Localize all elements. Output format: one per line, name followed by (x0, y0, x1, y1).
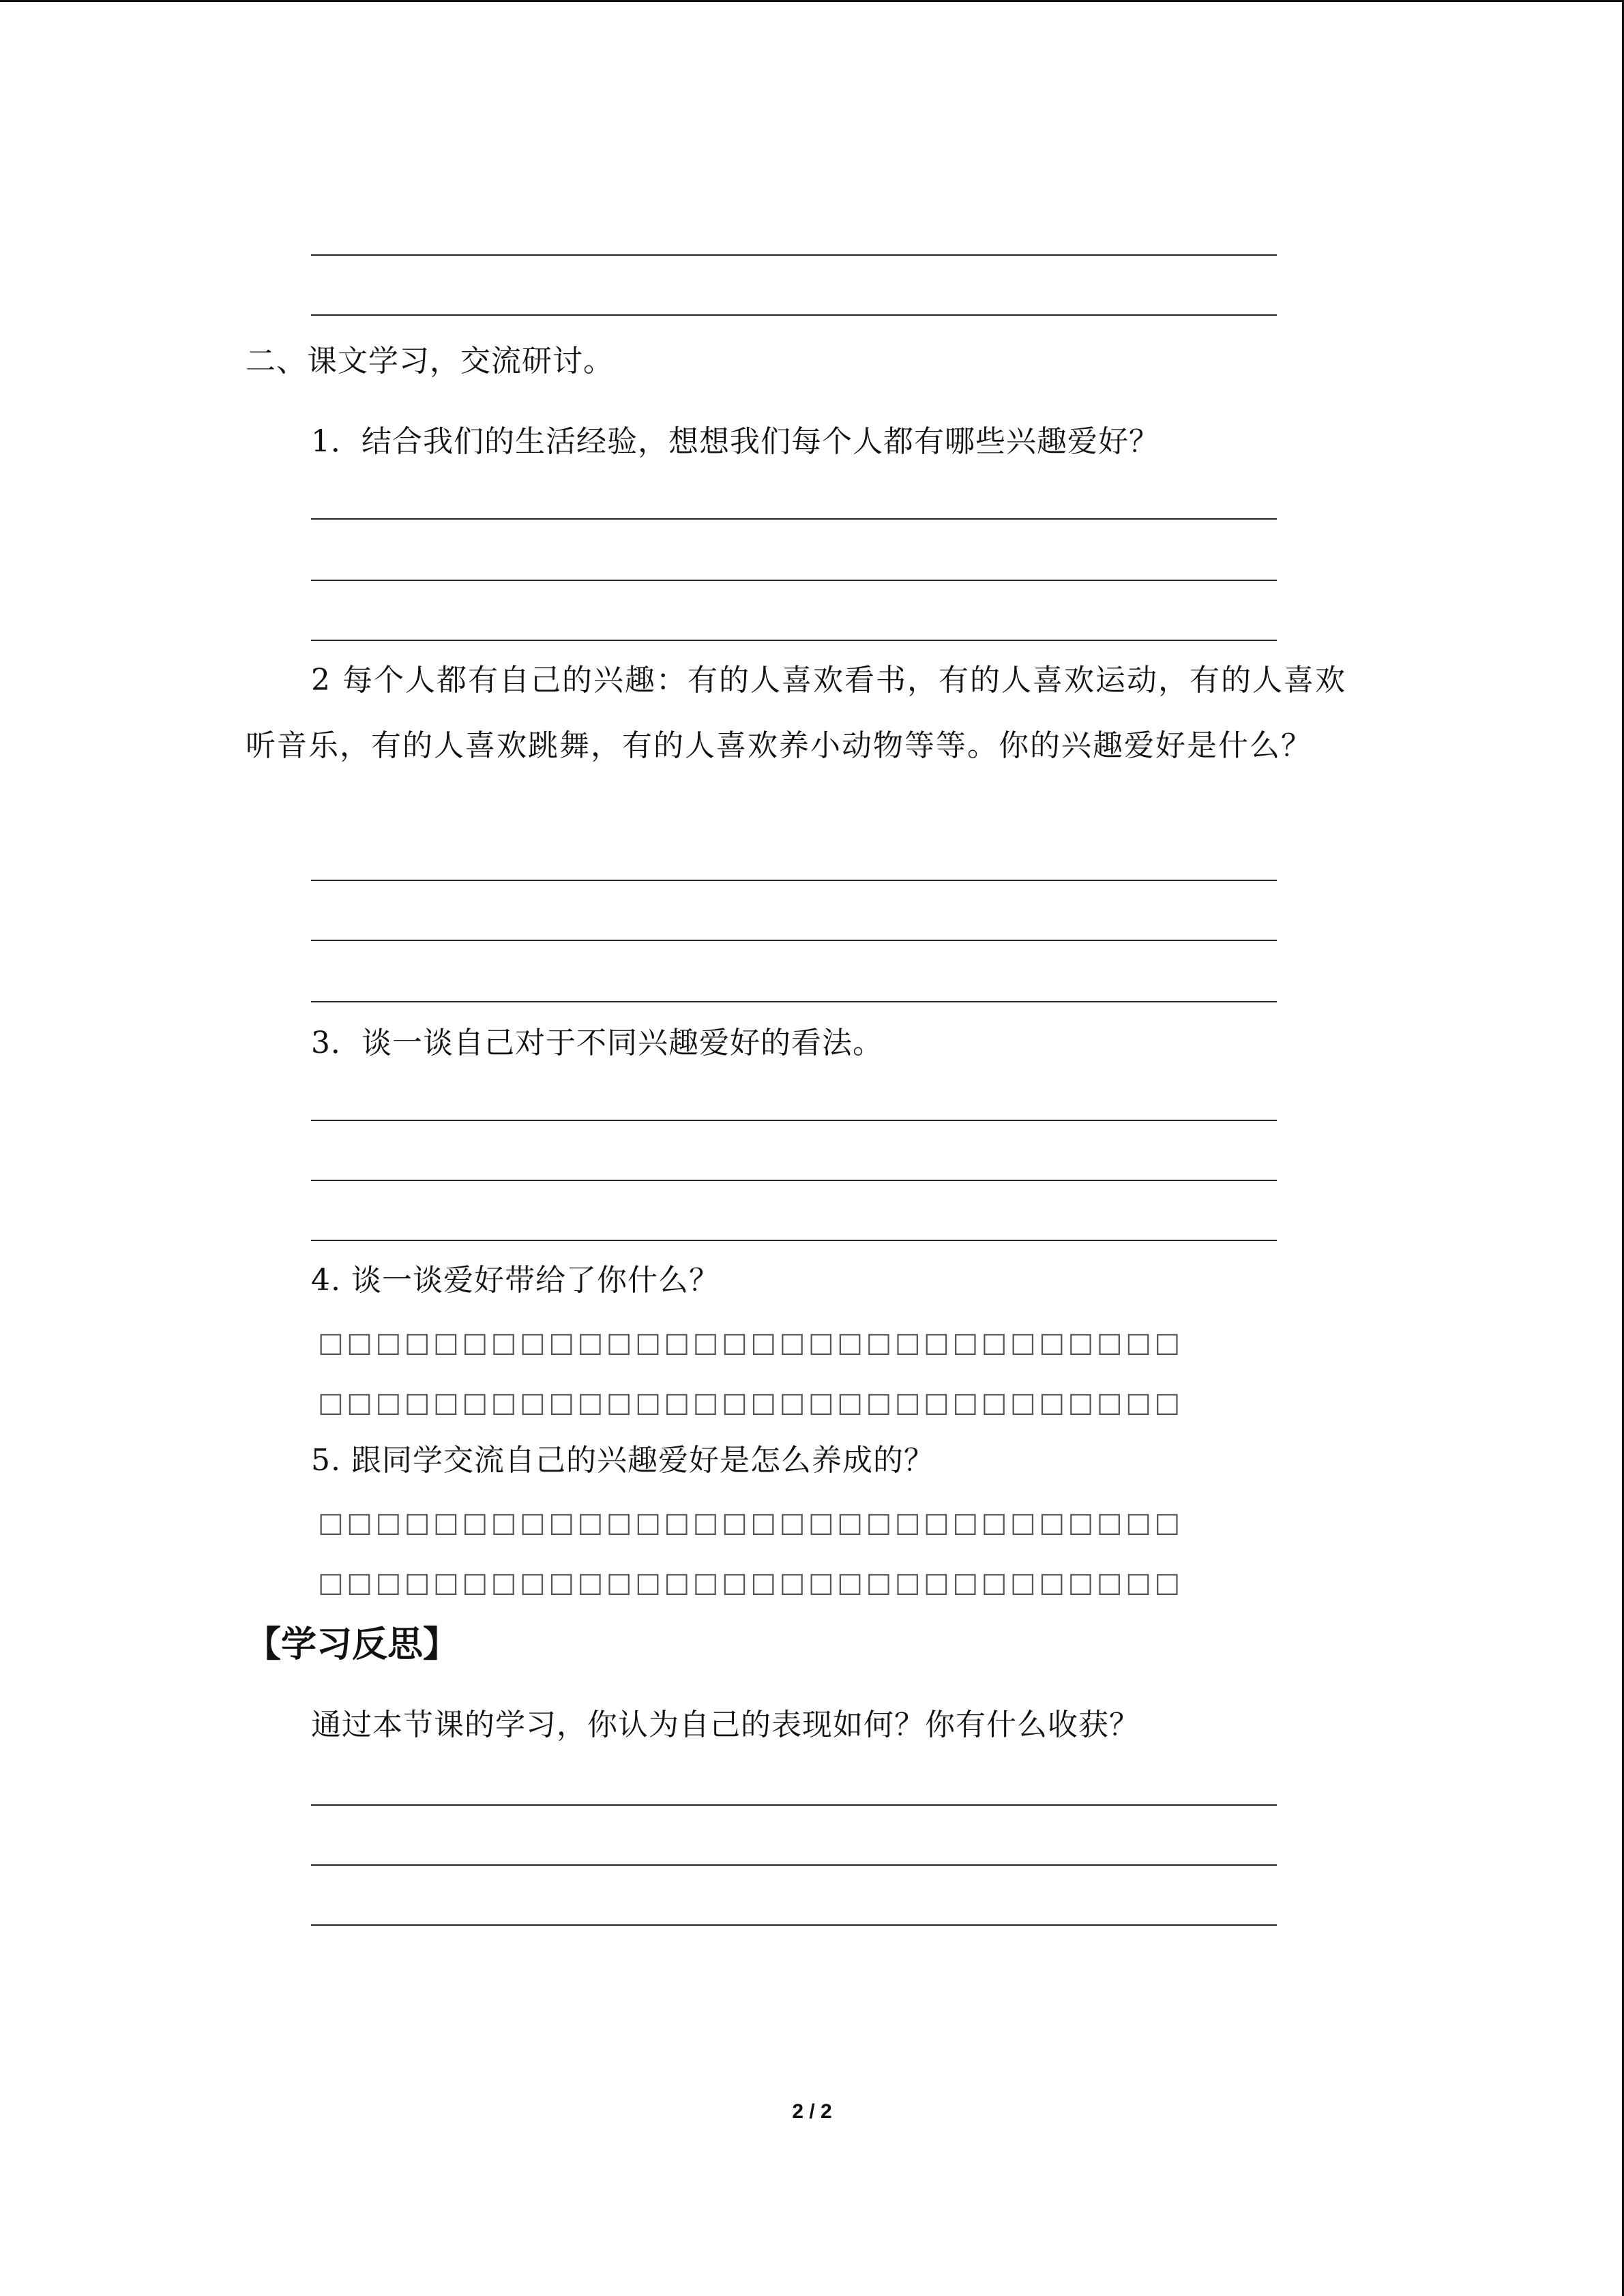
answer-line[interactable] (311, 518, 1277, 520)
page-number: 2 / 2 (792, 2100, 832, 2123)
answer-line[interactable] (311, 1240, 1277, 1241)
answer-line[interactable] (311, 1804, 1277, 1806)
answer-line[interactable] (311, 314, 1277, 316)
answer-line[interactable] (311, 880, 1277, 881)
reflection-prompt: 通过本节课的学习，你认为自己的表现如何？你有什么收获？ (311, 1708, 1140, 1742)
answer-line[interactable] (311, 254, 1277, 256)
answer-box-row[interactable]: □□□□□□□□□□□□□□□□□□□□□□□□□□□□□□ (318, 1567, 1183, 1598)
answer-line[interactable] (311, 1180, 1277, 1181)
question-1: 1．结合我们的生活经验，想想我们每个人都有哪些兴趣爱好？ (311, 424, 1160, 459)
answer-line[interactable] (311, 640, 1277, 641)
question-5: 5. 跟同学交流自己的兴趣爱好是怎么养成的？ (311, 1443, 934, 1478)
answer-box-row[interactable]: □□□□□□□□□□□□□□□□□□□□□□□□□□□□□□ (318, 1507, 1183, 1538)
answer-box-row[interactable]: □□□□□□□□□□□□□□□□□□□□□□□□□□□□□□ (318, 1387, 1183, 1418)
answer-box-row[interactable]: □□□□□□□□□□□□□□□□□□□□□□□□□□□□□□ (318, 1327, 1183, 1358)
answer-line[interactable] (311, 1864, 1277, 1866)
answer-line[interactable] (311, 580, 1277, 581)
answer-line[interactable] (311, 1001, 1277, 1002)
answer-line[interactable] (311, 940, 1277, 941)
section-2-title: 二、课文学习，交流研讨。 (246, 344, 614, 378)
question-3: 3．谈一谈自己对于不同兴趣爱好的看法。 (311, 1026, 883, 1060)
answer-line[interactable] (311, 1120, 1277, 1121)
page-top-border (0, 0, 1624, 2)
reflection-heading: 【学习反思】 (246, 1624, 459, 1665)
answer-line[interactable] (311, 1924, 1277, 1926)
question-2: 2 每个人都有自己的兴趣：有的人喜欢看书，有的人喜欢运动，有的人喜欢听音乐，有的人喜欢跳舞，有的人喜欢养小动物等等。你的兴趣爱好是什么？ (246, 663, 1346, 763)
question-4: 4. 谈一谈爱好带给了你什么？ (311, 1263, 720, 1298)
